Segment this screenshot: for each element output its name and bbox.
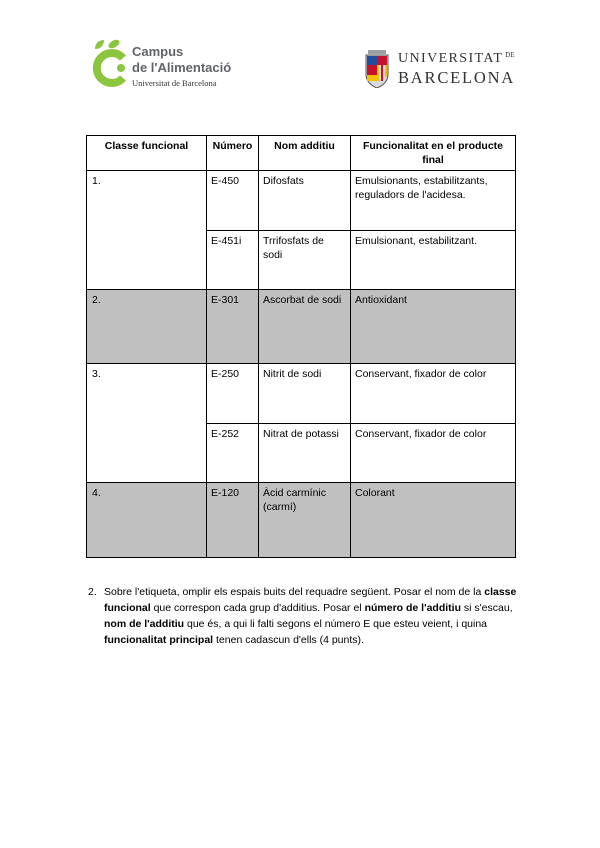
function-cell: Antioxidant [351,290,516,364]
group-2-class-cell[interactable]: 2. [87,290,207,364]
logo-university-subtext: Universitat de Barcelona [132,78,217,88]
number-cell: E-301 [207,290,259,364]
logo-universitat-text: UNIVERSITAT $^{DE}$ [398,51,515,66]
name-cell: Àcid carmínic (carmí) [259,483,351,558]
number-cell: E-250 [207,364,259,424]
campus-apple-icon [90,38,130,90]
name-cell: Nitrat de potassi [259,424,351,483]
function-cell: Conservant, fixador de color [351,424,516,483]
group-3-class-cell[interactable]: 3. [87,364,207,483]
number-cell: E-252 [207,424,259,483]
number-cell: E-450 [207,171,259,231]
name-cell: Difosfats [259,171,351,231]
question-text: Sobre l'etiqueta, omplir els espais buits del requadre següent. Posar el nom de la classe funcional que correspon cada grup d'additius. Posar el número de l'additiu si s'escau, nom de l'additiu que és, a qui li falti segons el número E que esteu veient, i quina funcionalitat principal tenen cadascun d'ells (4 punts). [104,586,517,646]
question-number: 2. [88,586,97,598]
table-row [87,171,516,231]
header-funcionalitat: Funcionalitat en el producte final [351,136,516,171]
group-4-class-cell[interactable]: 4. [87,483,207,558]
table-row [87,290,516,364]
question-2 [88,584,518,648]
number-cell: E-120 [207,483,259,558]
function-cell: Colorant [351,483,516,558]
number-cell: E-451i [207,231,259,290]
table-row [87,483,516,558]
function-cell: Conservant, fixador de color [351,364,516,424]
header-nom-additiu: Nom additiu [259,136,351,171]
table-row [87,364,516,424]
universitat-barcelona-logo [364,50,524,90]
logo-alimentacio-text: de l'Alimentació [132,60,232,75]
logo-barcelona-text: BARCELONA [398,68,516,87]
ub-shield-icon [364,50,390,88]
group-1-class-cell[interactable]: 1. [87,171,207,290]
name-cell: Ascorbat de sodi [259,290,351,364]
additives-table [86,135,516,558]
campus-alimentacio-logo [90,38,240,90]
table-header-row [87,136,516,171]
function-cell: Emulsionants, estabilitzants, reguladors de l'acidesa. [351,171,516,231]
logo-campus-text: Campus [132,44,184,59]
name-cell: Nitrit de sodi [259,364,351,424]
header-classe-funcional: Classe funcional [87,136,207,171]
name-cell: Trrifosfats de sodi [259,231,351,290]
function-cell: Emulsionant, estabilitzant. [351,231,516,290]
header-numero: Número [207,136,259,171]
